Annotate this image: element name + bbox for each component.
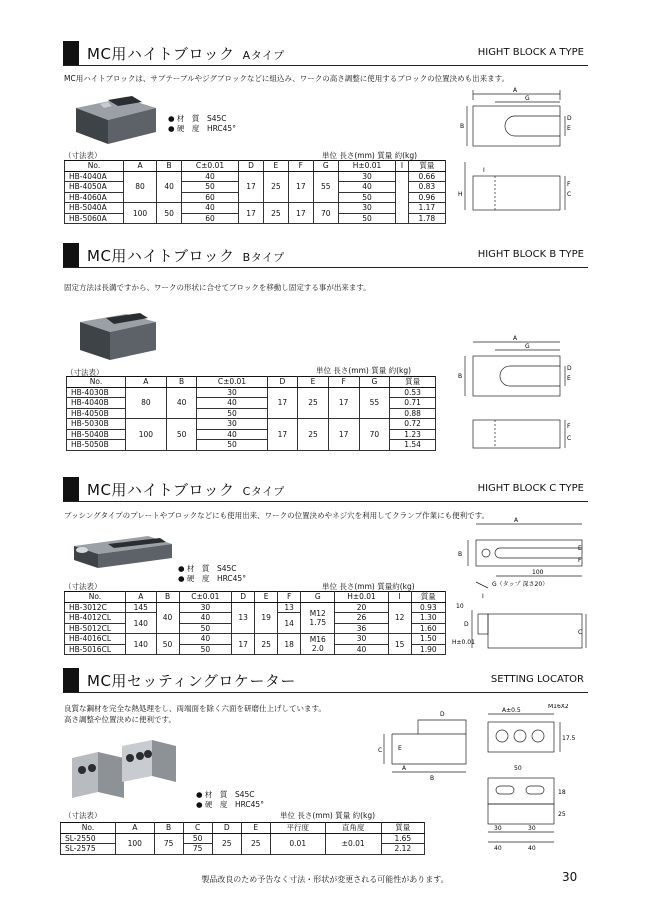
- drawing-b-label-C: C: [567, 435, 572, 442]
- table-row: HB-5012CL 50 36 1.60: [65, 623, 446, 634]
- drawing-d-label-40a: 40: [494, 845, 502, 852]
- table-header-row: No. A B C±0.01 D E F G H±0.01 I 質量: [65, 161, 446, 172]
- drawing-c-label-B: B: [458, 551, 463, 558]
- table-row: SL-2550 100 75 50 25 25 0.01 ±0.01 1.65: [61, 833, 425, 844]
- section-d-spec: ● 材 質 S45C ● 硬 度 HRC45°: [196, 790, 264, 809]
- section-c-english: HIGHT BLOCK C TYPE: [477, 483, 584, 494]
- table-header-row: No. A B C D E 平行度 直角度 質量: [61, 823, 425, 834]
- drawing-c-label-F: F: [578, 557, 582, 564]
- drawing-d-label-40b: 40: [528, 845, 536, 852]
- drawing-c-label-H: H±0.01: [452, 639, 475, 646]
- table-row: HB-4040B 40 0.71: [67, 398, 436, 409]
- table-row: HB-4040A 80 40 40 17 25 17 55 30 0.66: [65, 171, 446, 182]
- drawing-a-label-C: C: [567, 191, 572, 198]
- page-number: 30: [562, 870, 578, 884]
- drawing-a-label-E: E: [567, 125, 571, 132]
- section-c-header: [63, 477, 588, 502]
- drawing-d-label-A-tol: A±0.5: [502, 707, 521, 714]
- drawing-a-label-D: D: [567, 115, 572, 122]
- section-c-table: [64, 591, 446, 655]
- section-b-drawing: [455, 334, 587, 464]
- table-row: HB-3012C 145 40 30 13 19 13 M12 1.75 20 12 0.93: [65, 602, 446, 613]
- table-row: SL-2575 75 2.12: [61, 844, 425, 855]
- section-a-units: 単位 長さ(mm) 質量 約(kg): [322, 151, 418, 160]
- drawing-b-label-B: B: [458, 373, 463, 380]
- section-b-description: 固定方法は長溝ですから、ワークの形状に合せてブロックを移動し固定する事が出来ます。: [64, 283, 371, 292]
- section-d-title: MC用セッティングロケーター: [87, 672, 296, 690]
- section-c-description: ブッシングタイプのプレートやブロックなどにも使用出来、ワークの位置決めやネジ穴を利用してクランプ作業にも便利です。: [64, 511, 490, 520]
- drawing-b-label-D: D: [567, 365, 572, 372]
- drawing-b-label-E: E: [567, 375, 571, 382]
- section-c-table-label: （寸法表）: [64, 582, 102, 591]
- drawing-d-label-30b: 30: [528, 825, 536, 832]
- section-b-bar: [63, 243, 79, 267]
- table-row: HB-5030B 100 50 30 17 25 17 70 0.72: [67, 419, 436, 430]
- table-row: HB-5050B 50 1.54: [67, 440, 436, 451]
- table-row: HB-4030B 80 40 30 17 25 17 55 0.53: [67, 387, 436, 398]
- drawing-a-label-A: A: [513, 87, 518, 94]
- drawing-d-label-18: 18: [558, 789, 566, 796]
- drawing-c-label-D: D: [464, 621, 469, 628]
- drawing-a-label-H: H: [458, 191, 463, 198]
- table-row: HB-4050A 50 40 0.83: [65, 182, 446, 193]
- drawing-d-label-30a: 30: [494, 825, 502, 832]
- section-d-header: [63, 668, 588, 693]
- section-d-table: [60, 822, 425, 855]
- section-a-description: MC用ハイトブロックは、サブテーブルやジグブロックなどに組込み、ワークの高さ調整に使用するブロックの位置決めも出来ます。: [64, 74, 510, 83]
- section-a-spec: ● 材 質 S45C ● 硬 度 HRC45°: [168, 114, 236, 133]
- section-c-drawing: [452, 514, 588, 664]
- drawing-a-label-G: G: [525, 95, 530, 102]
- table-row: HB-5040A 100 50 40 17 25 17 70 30 1.17: [65, 203, 446, 214]
- drawing-d-label-25: 25: [558, 811, 566, 818]
- section-d-units: 単位 長さ(mm) 質量 約(kg): [280, 811, 376, 820]
- drawing-a-label-B: B: [460, 123, 465, 130]
- table-row: HB-5016CL 50 40 1.90: [65, 644, 446, 655]
- drawing-c-label-G: G（タップ 深さ20）: [492, 581, 549, 588]
- drawing-c-label-A: A: [514, 517, 519, 524]
- section-c-bar: [63, 477, 79, 501]
- drawing-d-label-B: B: [430, 775, 435, 782]
- hight-block-c-photo: [68, 532, 178, 572]
- section-a-table: [64, 160, 446, 224]
- section-c-units: 単位 長さ(mm) 質量約(kg): [322, 582, 415, 591]
- drawing-b-label-G: G: [525, 343, 530, 350]
- drawing-c-label-C: C: [578, 629, 583, 636]
- hight-block-b-photo: [76, 306, 160, 364]
- drawing-b-label-F: F: [567, 423, 571, 430]
- section-a-drawing: [455, 84, 587, 234]
- drawing-d-label-50: 50: [514, 765, 522, 772]
- section-c-title: MC用ハイトブロック Cタイプ: [87, 481, 285, 499]
- drawing-d-label-A: A: [402, 765, 407, 772]
- table-row: HB-5060A 60 50 1.78: [65, 213, 446, 224]
- drawing-d-label-M16: M16X2: [548, 704, 569, 710]
- section-a-title: MC用ハイトブロック Aタイプ: [87, 45, 285, 63]
- drawing-d-label-E: E: [398, 745, 402, 752]
- table-row: HB-4060A 60 50 0.96: [65, 192, 446, 203]
- drawing-a-label-I: I: [483, 167, 485, 174]
- section-c-spec: ● 材 質 S45C ● 硬 度 HRC45°: [178, 564, 246, 583]
- drawing-c-label-I: I: [482, 593, 484, 600]
- section-d-bar: [63, 668, 79, 692]
- section-a-bar: [63, 41, 79, 65]
- section-d-drawing: [378, 704, 588, 864]
- hight-block-a-photo: [72, 86, 160, 146]
- table-row: HB-4050B 50 0.88: [67, 408, 436, 419]
- table-row: HB-5040B 40 1.23: [67, 429, 436, 440]
- section-d-description: 良質な鋼材を完全な熱処理をし、両端面を除く六面を研磨仕上げしています。 高さ調整や位置決めに便利です。: [64, 704, 326, 724]
- section-a-english: HIGHT BLOCK A TYPE: [477, 47, 584, 58]
- section-a-header: [63, 41, 588, 66]
- table-header-row: No. A B C±0.01 D E F G H±0.01 I 質量: [65, 592, 446, 603]
- table-row: HB-4016CL 140 50 40 17 25 18 M16 2.0 30 15 1.50: [65, 634, 446, 645]
- drawing-d-label-C: C: [378, 747, 383, 754]
- section-a-table-label: （寸法表）: [64, 151, 102, 160]
- drawing-d-label-17-5: 17.5: [562, 735, 576, 742]
- section-d-table-label: （寸法表）: [64, 811, 102, 820]
- drawing-c-label-100: 100: [532, 569, 544, 576]
- section-b-english: HIGHT BLOCK B TYPE: [477, 249, 584, 260]
- section-b-title: MC用ハイトブロック Bタイプ: [87, 247, 285, 265]
- footer-note: 製品改良のため予告なく寸法・形状が変更される可能性があります。: [201, 875, 449, 884]
- drawing-a-label-F: F: [567, 181, 571, 188]
- section-b-header: [63, 243, 588, 268]
- section-b-table-label: （寸法表）: [66, 368, 104, 377]
- table-row: HB-4012CL 140 40 14 26 1.30: [65, 613, 446, 624]
- drawing-b-label-A: A: [513, 335, 518, 342]
- section-b-units: 単位 長さ(mm) 質量 約(kg): [316, 366, 412, 375]
- section-b-table: [66, 376, 436, 451]
- drawing-c-label-10: 10: [456, 603, 464, 610]
- section-d-english: SETTING LOCATOR: [490, 674, 584, 685]
- drawing-d-label-D: D: [440, 711, 445, 718]
- table-header-row: No. A B C±0.01 D E F G 質量: [67, 377, 436, 388]
- drawing-c-label-E: E: [578, 545, 582, 552]
- setting-locator-photo: [68, 736, 180, 800]
